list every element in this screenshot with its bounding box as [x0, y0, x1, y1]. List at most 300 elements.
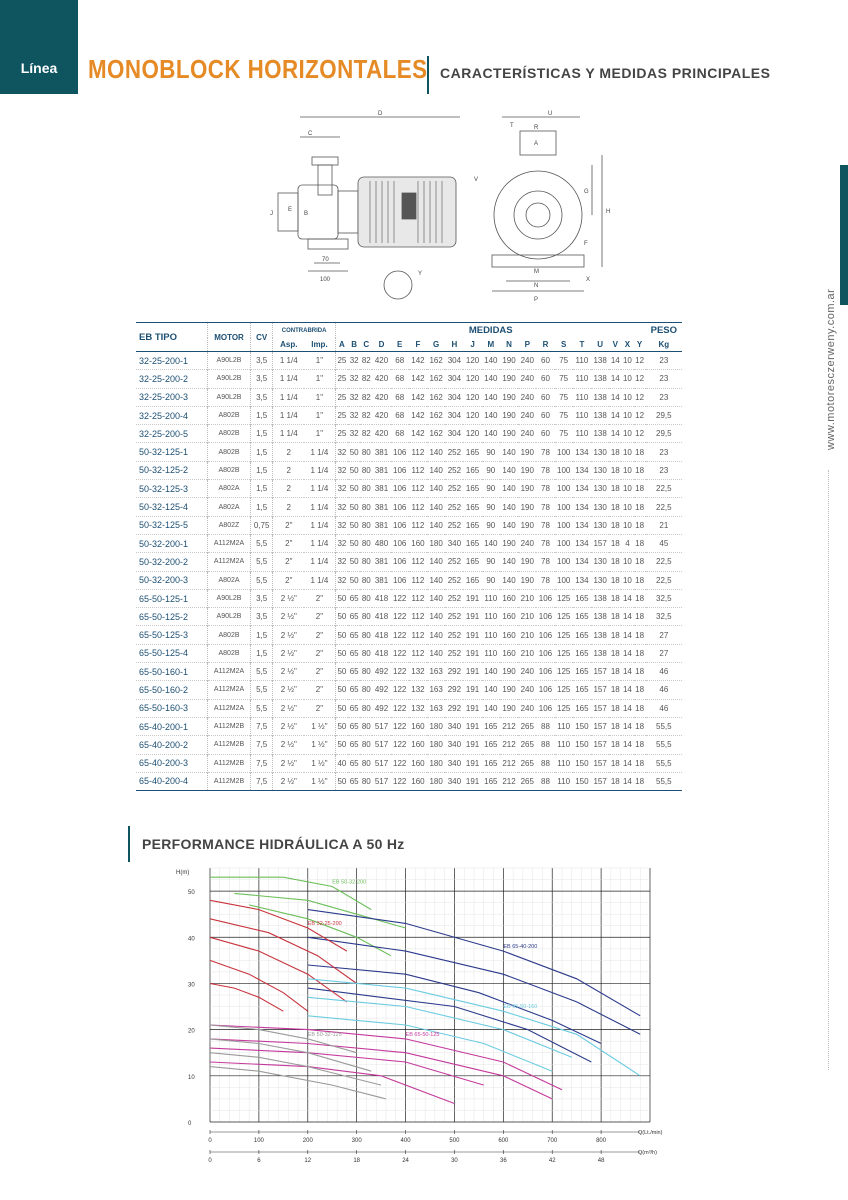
table-cell: 78 [541, 465, 550, 475]
table-cell: 381 [374, 557, 389, 567]
table-cell: 23 [659, 356, 669, 366]
table-cell: 190 [502, 392, 516, 402]
drawing-label-r: R [534, 125, 539, 131]
col-dim-r: R [542, 340, 549, 349]
front-volute [494, 171, 582, 259]
table-cell: 50 [349, 557, 359, 567]
table-cell: 418 [374, 630, 389, 640]
table-cell: 110 [484, 594, 498, 603]
table-cell: 80 [361, 594, 371, 603]
table-cell: 112 [411, 575, 425, 585]
table-cell: 100 [557, 575, 571, 585]
table-cell: 2 ½" [280, 703, 297, 713]
table-cell: 88 [541, 740, 550, 750]
table-cell: 90 [486, 484, 496, 494]
table-cell: 12 [635, 374, 645, 384]
table-row [136, 736, 682, 754]
table-cell: 2 [286, 502, 291, 512]
table-cell: 2 ½" [280, 667, 297, 677]
table-cell: 252 [447, 447, 462, 457]
cell-motor: A112M2B [208, 717, 251, 735]
table-cell: 140 [429, 630, 443, 640]
table-cell: 2 ½" [280, 722, 297, 732]
table-cell: 12 [635, 392, 645, 402]
drawing-label-m: M [534, 269, 539, 275]
table-cell: 65 [349, 740, 359, 750]
x-axis-label-top: Q(Lt./min) [638, 1130, 663, 1136]
cell-tipo: 50-32-200-2 [136, 553, 208, 571]
table-cell: 212 [502, 740, 516, 750]
cell-tipo: 65-50-125-2 [136, 608, 208, 626]
table-cell: 191 [465, 630, 480, 640]
table-cell: 130 [593, 575, 607, 585]
table-cell: 2" [304, 644, 335, 662]
table-cell: 492 [374, 667, 389, 677]
table-cell: 18 [610, 776, 620, 786]
table-cell: 165 [465, 520, 480, 530]
table-cell: 210 [520, 594, 534, 603]
table-cell: 381 [374, 484, 389, 494]
table-cell: 190 [502, 429, 516, 439]
table-cell: 14 [610, 374, 620, 384]
table-cell: 134 [575, 502, 589, 512]
table-cell: 65 [349, 685, 359, 695]
table-cell: 480 [374, 539, 389, 549]
table-cell: 18 [635, 575, 645, 585]
table-cell: 90 [486, 465, 496, 475]
table-cell: 7,5 [250, 772, 273, 790]
table-cell: 14 [622, 648, 632, 658]
table-cell: 157 [593, 703, 607, 713]
table-cell: 125 [557, 630, 571, 640]
y-tick-label: 10 [188, 1074, 195, 1081]
table-cell: 32 [349, 356, 359, 366]
table-cell: 18 [610, 667, 620, 677]
table-cell: 32 [337, 502, 347, 512]
table-cell: 304 [447, 429, 462, 439]
table-cell: 80 [361, 465, 371, 475]
table-cell: 2" [285, 539, 293, 549]
table-cell: 55,5 [656, 776, 672, 786]
table-cell: 517 [374, 722, 389, 732]
cell-motor: A112M2B [208, 754, 251, 772]
table-cell: 90 [486, 502, 496, 512]
table-cell: 50 [337, 667, 347, 677]
table-cell: 265 [520, 776, 534, 786]
table-cell: 418 [374, 648, 389, 658]
table-cell: 12 [635, 429, 645, 439]
col-peso: PESO [650, 325, 678, 336]
table-cell: 340 [447, 740, 462, 750]
table-cell: 32,5 [656, 594, 672, 603]
drawing-label-y: Y [418, 271, 423, 277]
y-tick-label: 50 [188, 890, 195, 897]
table-cell: 106 [538, 685, 553, 695]
table-cell: 140 [429, 502, 443, 512]
table-cell: 18 [610, 758, 620, 768]
table-cell: 23 [659, 392, 669, 402]
table-cell: 32 [349, 411, 359, 421]
table-cell: 1 ½" [304, 717, 335, 735]
table-cell: 381 [374, 520, 389, 530]
table-cell: 50 [337, 612, 347, 622]
table-cell: 112 [411, 502, 425, 512]
table-cell: 122 [393, 758, 407, 768]
col-cv: CV [250, 323, 273, 352]
table-cell: 55,5 [656, 758, 672, 768]
table-cell: 65 [349, 722, 359, 732]
table-cell: 304 [447, 356, 462, 366]
curve-magenta [210, 1062, 454, 1104]
table-cell: 80 [361, 612, 371, 622]
table-cell: 50 [337, 776, 347, 786]
table-cell: 2" [304, 681, 335, 699]
table-cell: 190 [502, 685, 516, 695]
table-cell: 138 [593, 648, 607, 658]
table-cell: 18 [610, 594, 620, 603]
cell-motor: A90L2B [208, 370, 251, 388]
table-cell: 1 1/4 [279, 411, 298, 421]
table-cell: 2" [304, 699, 335, 717]
table-cell: 157 [593, 539, 607, 549]
discharge-flange [312, 157, 338, 165]
table-cell: 125 [557, 594, 571, 603]
side-dotted-line [828, 470, 831, 1070]
drawing-label-x: X [586, 277, 591, 283]
cell-motor: A112M2A [208, 534, 251, 552]
table-cell: 162 [429, 429, 443, 439]
table-cell: 162 [429, 411, 443, 421]
pump-foot [308, 239, 348, 249]
table-cell: 134 [575, 520, 589, 530]
drawing-label-c: C [308, 131, 313, 137]
table-cell: 110 [575, 429, 589, 439]
table-row [136, 754, 682, 772]
page-title: MONOBLOCK HORIZONTALES [88, 54, 428, 84]
table-cell: 106 [393, 575, 407, 585]
table-cell: 112 [411, 648, 425, 658]
table-cell: 165 [465, 557, 480, 567]
table-cell: 14 [622, 722, 632, 732]
cell-motor: A112M2A [208, 699, 251, 717]
table-cell: 240 [520, 411, 534, 421]
table-cell: 163 [429, 685, 443, 695]
table-cell: 140 [484, 411, 498, 421]
curve-magenta [210, 1039, 552, 1099]
series-label: EB 65-40-200 [503, 944, 538, 951]
table-cell: 1 1/4 [304, 480, 335, 498]
table-cell: 160 [411, 776, 425, 786]
performance-chart [160, 860, 663, 1164]
table-cell: 142 [411, 356, 425, 366]
cell-tipo: 65-40-200-4 [136, 772, 208, 790]
table-cell: 252 [447, 630, 462, 640]
table-cell: 3,5 [250, 388, 273, 406]
table-cell: 78 [541, 502, 550, 512]
table-cell: 122 [393, 703, 407, 713]
table-cell: 1" [304, 425, 335, 443]
cell-tipo: 65-50-125-3 [136, 626, 208, 644]
table-cell: 40 [337, 758, 347, 768]
table-cell: 65 [349, 758, 359, 768]
table-cell: 106 [538, 648, 553, 658]
cell-tipo: 65-50-160-1 [136, 663, 208, 681]
table-cell: 191 [465, 667, 480, 677]
table-cell: 18 [610, 539, 620, 549]
table-cell: 180 [429, 776, 443, 786]
x-tick-bottom-label: 42 [548, 1158, 556, 1164]
table-cell: 2 ½" [280, 630, 297, 640]
cell-motor: A802B [208, 626, 251, 644]
table-cell: 212 [502, 758, 516, 768]
table-cell: 292 [447, 667, 462, 677]
y-tick-label: 20 [188, 1028, 195, 1035]
table-cell: 18 [635, 520, 645, 530]
table-cell: 140 [429, 557, 443, 567]
table-cell: 14 [622, 594, 632, 603]
page-subtitle: CARACTERÍSTICAS Y MEDIDAS PRINCIPALES [440, 65, 771, 81]
table-cell: 122 [393, 648, 407, 658]
drawing-label-e: E [288, 207, 293, 213]
table-cell: 157 [593, 776, 607, 786]
table-cell: 2 ½" [280, 740, 297, 750]
table-cell: 240 [520, 392, 534, 402]
table-cell: 252 [447, 465, 462, 475]
table-cell: 304 [447, 411, 462, 421]
table-cell: 18 [610, 502, 620, 512]
table-cell: 134 [575, 484, 589, 494]
table-cell: 27 [659, 648, 669, 658]
table-cell: 18 [635, 740, 645, 750]
table-cell: 80 [361, 484, 371, 494]
cell-motor: A802A [208, 480, 251, 498]
x-tick-top-label: 600 [498, 1138, 509, 1144]
table-cell: 150 [575, 776, 589, 786]
table-cell: 2" [304, 626, 335, 644]
table-cell: 190 [502, 374, 516, 384]
table-row [136, 370, 682, 388]
table-cell: 130 [593, 520, 607, 530]
table-cell: 18 [610, 630, 620, 640]
table-cell: 1,5 [250, 425, 273, 443]
table-cell: 106 [538, 703, 553, 713]
cell-motor: A90L2B [208, 388, 251, 406]
x-tick-bottom-label: 0 [208, 1158, 212, 1164]
table-cell: 142 [411, 392, 425, 402]
table-cell: 110 [575, 392, 589, 402]
table-cell: 25 [337, 429, 347, 439]
table-cell: 14 [610, 411, 620, 421]
cell-tipo: 50-32-125-2 [136, 461, 208, 479]
table-cell: 29,5 [656, 429, 672, 439]
table-cell: 1" [304, 352, 335, 370]
table-cell: 134 [575, 575, 589, 585]
table-cell: 381 [374, 575, 389, 585]
table-cell: 150 [575, 758, 589, 768]
cell-tipo: 32-25-200-2 [136, 370, 208, 388]
x-tick-top-label: 100 [253, 1138, 264, 1144]
x-tick-bottom-label: 30 [451, 1158, 458, 1164]
table-cell: 78 [541, 447, 550, 457]
table-cell: 110 [557, 722, 571, 732]
table-cell: 18 [635, 685, 645, 695]
table-cell: 190 [502, 539, 516, 549]
table-cell: 140 [429, 520, 443, 530]
table-cell: 18 [635, 447, 645, 457]
table-row [136, 772, 682, 790]
table-cell: 1,5 [250, 626, 273, 644]
front-suction-eye [526, 203, 550, 227]
performance-title: PERFORMANCE HIDRÁULICA A 50 Hz [142, 836, 405, 852]
cell-motor: A802Z [208, 516, 251, 534]
table-cell: 191 [465, 703, 480, 713]
table-cell: 160 [502, 594, 516, 603]
cell-motor: A90L2B [208, 589, 251, 607]
table-cell: 60 [541, 356, 550, 366]
table-cell: 45 [659, 539, 669, 549]
table-cell: 110 [575, 374, 589, 384]
table-cell: 14 [622, 685, 632, 695]
cell-tipo: 50-32-200-1 [136, 534, 208, 552]
series-label: EB 32-25-200 [307, 921, 342, 928]
table-cell: 191 [465, 740, 480, 750]
table-cell: 1 1/4 [279, 356, 298, 366]
cell-tipo: 32-25-200-4 [136, 406, 208, 424]
table-cell: 110 [575, 356, 589, 366]
table-cell: 90 [486, 520, 496, 530]
table-cell: 68 [395, 356, 405, 366]
table-cell: 162 [429, 392, 443, 402]
table-cell: 125 [557, 648, 571, 658]
table-cell: 10 [622, 465, 632, 475]
table-cell: 125 [557, 685, 571, 695]
x-tick-top-label: 0 [208, 1138, 212, 1144]
table-cell: 165 [484, 758, 498, 768]
line-tag [0, 0, 78, 94]
table-cell: 22,5 [656, 484, 672, 494]
series-label: EB 50-32-125 [307, 1031, 342, 1038]
col-dim-x: X [624, 340, 631, 349]
col-dim-b: B [351, 340, 358, 349]
x-tick-bottom-label: 6 [257, 1158, 261, 1164]
table-cell: 140 [502, 575, 516, 585]
table-cell: 122 [393, 667, 407, 677]
cell-motor: A90L2B [208, 608, 251, 626]
table-cell: 82 [361, 356, 371, 366]
x-tick-top-label: 800 [596, 1138, 607, 1144]
table-cell: 140 [502, 447, 516, 457]
table-cell: 18 [635, 612, 645, 622]
table-cell: 140 [484, 703, 498, 713]
table-cell: 252 [447, 594, 462, 603]
table-cell: 140 [429, 612, 443, 622]
table-cell: 1 ½" [304, 736, 335, 754]
table-cell: 162 [429, 356, 443, 366]
table-cell: 32 [337, 539, 347, 549]
table-cell: 80 [361, 703, 371, 713]
table-cell: 191 [465, 648, 480, 658]
x-axis-label-bottom: Q(m³/h) [638, 1150, 657, 1156]
table-cell: 100 [557, 484, 571, 494]
cell-tipo: 50-32-125-1 [136, 443, 208, 461]
table-cell: 18 [610, 612, 620, 622]
table-cell: 160 [502, 648, 516, 658]
table-cell: 122 [393, 722, 407, 732]
table-cell: 165 [484, 776, 498, 786]
table-row [136, 388, 682, 406]
cell-tipo: 50-32-125-5 [136, 516, 208, 534]
table-cell: 163 [429, 667, 443, 677]
table-cell: 65 [349, 776, 359, 786]
table-cell: 1 1/4 [304, 516, 335, 534]
table-cell: 78 [541, 539, 550, 549]
table-cell: 134 [575, 447, 589, 457]
table-cell: 122 [393, 594, 407, 603]
table-cell: 2 ½" [280, 758, 297, 768]
table-cell: 112 [411, 594, 425, 603]
table-cell: 14 [622, 703, 632, 713]
table-cell: 2" [304, 608, 335, 626]
table-row [136, 589, 682, 607]
table-cell: 165 [465, 502, 480, 512]
table-cell: 142 [411, 374, 425, 384]
table-row [136, 553, 682, 571]
table-cell: 134 [575, 539, 589, 549]
table-cell: 2" [285, 520, 293, 530]
table-cell: 80 [361, 502, 371, 512]
table-cell: 32 [337, 447, 347, 457]
table-cell: 340 [447, 776, 462, 786]
table-cell: 157 [593, 722, 607, 732]
table-cell: 240 [520, 539, 534, 549]
drawing-label-t: T [510, 123, 514, 129]
table-cell: 165 [465, 465, 480, 475]
table-cell: 100 [557, 539, 571, 549]
y-tick-label: 30 [188, 982, 195, 989]
table-cell: 120 [465, 392, 480, 402]
table-cell: 132 [411, 703, 425, 713]
cell-motor: A112M2B [208, 736, 251, 754]
cell-motor: A112M2A [208, 663, 251, 681]
table-cell: 517 [374, 758, 389, 768]
table-cell: 3,5 [250, 370, 273, 388]
table-cell: 265 [520, 758, 534, 768]
table-cell: 68 [395, 374, 405, 384]
cell-motor: A802A [208, 498, 251, 516]
x-tick-top-label: 400 [400, 1138, 411, 1144]
table-row [136, 534, 682, 552]
cell-motor: A90L2B [208, 352, 251, 370]
x-tick-bottom-label: 36 [499, 1158, 507, 1164]
table-cell: 120 [465, 374, 480, 384]
series-label: EB 50-32-200 [332, 879, 367, 886]
table-cell: 100 [557, 502, 571, 512]
table-cell: 138 [593, 612, 607, 622]
table-cell: 340 [447, 539, 462, 549]
table-cell: 210 [520, 630, 534, 640]
col-dim-d: D [378, 340, 385, 349]
series-label: EB 65-50-125 [405, 1031, 440, 1038]
table-cell: 18 [635, 648, 645, 658]
table-cell: 112 [411, 520, 425, 530]
table-cell: 252 [447, 612, 462, 622]
table-cell: 60 [541, 374, 550, 384]
table-cell: 10 [622, 392, 632, 402]
table-cell: 122 [393, 776, 407, 786]
cell-motor: A802B [208, 644, 251, 662]
table-cell: 252 [447, 484, 462, 494]
table-cell: 7,5 [250, 754, 273, 772]
